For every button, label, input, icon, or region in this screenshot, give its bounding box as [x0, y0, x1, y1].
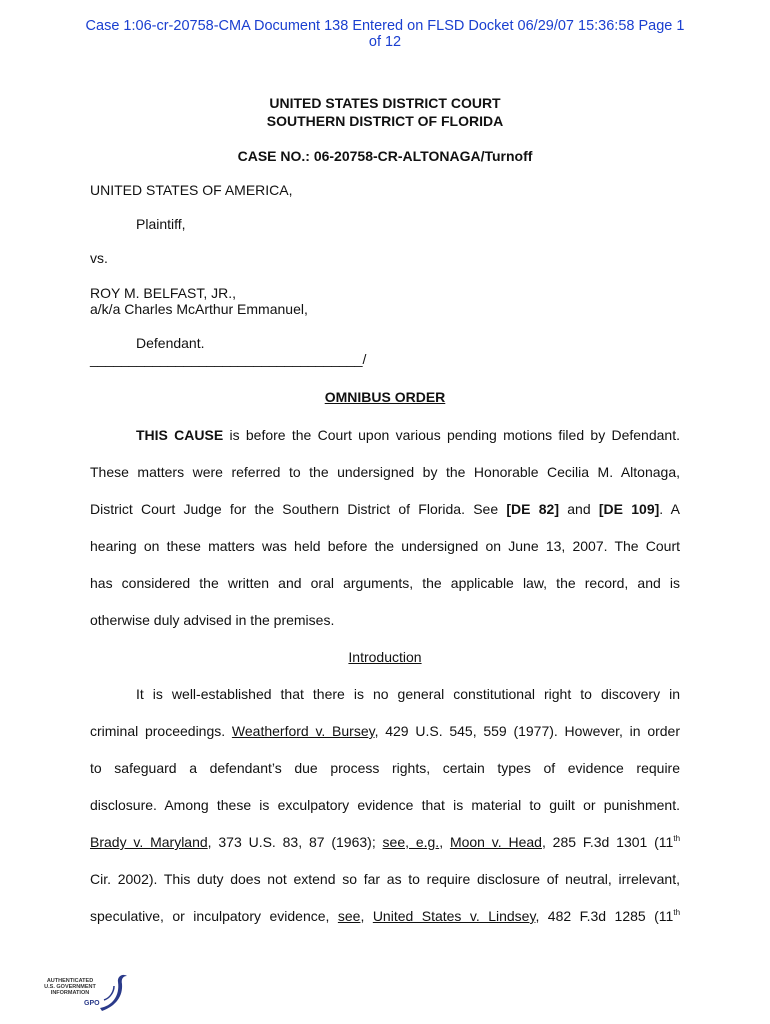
paragraph-introduction-body [90, 676, 680, 935]
docket-entry-82: [DE 82] [506, 501, 559, 517]
para1-text1: is before the Court upon various pending motions filed by Defendant. [223, 427, 680, 443]
para1-text3b: and [559, 501, 599, 517]
para2-line7 [90, 898, 680, 935]
docket-entry-109: [DE 109] [598, 501, 660, 517]
para2-text2a: criminal proceedings. [90, 723, 232, 739]
para2-line4: disclosure. Among these is exculpatory evidence that is material to guilt or punishment. [90, 797, 680, 813]
docket-header-line2: of 12 [368, 34, 402, 50]
para2-line2 [90, 713, 680, 750]
para1-line3 [90, 491, 680, 528]
case-brady: Brady v. Maryland [90, 834, 208, 850]
defendant-aka: a/k/a Charles McArthur Emmanuel, [90, 301, 308, 317]
docket-header-line1: Case 1:06-cr-20758-CMA Document 138 Entered on FLSD Docket 06/29/07 15:36:58 Page 1 [85, 18, 685, 34]
plaintiff-name: UNITED STATES OF AMERICA, [90, 182, 293, 198]
case-number: CASE NO.: 06-20758-CR-ALTONAGA/Turnoff [237, 148, 533, 164]
seal-line2: U.S. GOVERNMENT [44, 984, 96, 990]
defendant-name: ROY M. BELFAST, JR., [90, 285, 237, 301]
gpo-mark: GPO [84, 1000, 100, 1007]
para2-text7b: , [360, 908, 373, 924]
section-title-introduction: Introduction [348, 649, 422, 665]
signal-see: see [337, 908, 361, 924]
versus: vs. [90, 250, 108, 266]
seal-line1: AUTHENTICATED [46, 978, 94, 984]
defendant-role: Defendant. [136, 335, 205, 351]
this-cause-lead: THIS CAUSE [136, 427, 224, 443]
eagle-icon [90, 970, 130, 1014]
para2-line6: Cir. 2002). This duty does not extend so far as to require disclosure of neutral, irrelevant, [90, 871, 680, 887]
para1-line2: These matters were referred to the undersigned by the Honorable Cecilia M. Altonaga, [90, 464, 680, 480]
para2-line3: to safeguard a defendant’s due process rights, certain types of evidence require [90, 760, 680, 776]
para1-line1 [90, 417, 680, 454]
para1-line4: hearing on these matters was held before the undersigned on June 13, 2007. The Court [90, 538, 680, 554]
superscript-th-2: th [673, 908, 681, 917]
docket-header [40, 18, 730, 50]
para1-text3a: District Court Judge for the Southern District of Florida. See [90, 501, 507, 517]
signal-see-eg: see, e.g. [382, 834, 440, 850]
para1-line5: has considered the written and oral arguments, the applicable law, the record, and is [90, 575, 680, 591]
gpo-authentication-seal [40, 970, 130, 1016]
court-name-line1: UNITED STATES DISTRICT COURT [269, 95, 501, 111]
para2-line1: It is well-established that there is no general constitutional right to discovery in [136, 686, 680, 702]
para1-text3c: . A [659, 501, 680, 517]
para2-text2b: , 429 U.S. 545, 559 (1977). However, in order [374, 723, 681, 739]
order-title: OMNIBUS ORDER [324, 389, 446, 405]
caption-rule: ___________________________________/ [90, 351, 367, 367]
case-lindsey: United States v. Lindsey [372, 908, 536, 924]
case-weatherford: Weatherford v. Bursey [231, 723, 375, 739]
superscript-th: th [673, 834, 681, 843]
para2-text7c: , 482 F.3d 1285 (11 [535, 908, 674, 924]
para2-text5c: , 285 F.3d 1301 (11 [541, 834, 674, 850]
para2-text5a: , 373 U.S. 83, 87 (1963); [207, 834, 383, 850]
seal-line3: INFORMATION [50, 990, 90, 996]
case-moon: Moon v. Head [449, 834, 542, 850]
court-name-line2: SOUTHERN DISTRICT OF FLORIDA [266, 113, 504, 129]
para2-text7a: speculative, or inculpatory evidence, [90, 908, 338, 924]
paragraph-intro [90, 417, 680, 639]
plaintiff-role: Plaintiff, [136, 216, 186, 232]
para2-line5 [90, 824, 680, 861]
para2-text5b: , [439, 834, 450, 850]
para1-line6: otherwise duly advised in the premises. [90, 612, 335, 628]
